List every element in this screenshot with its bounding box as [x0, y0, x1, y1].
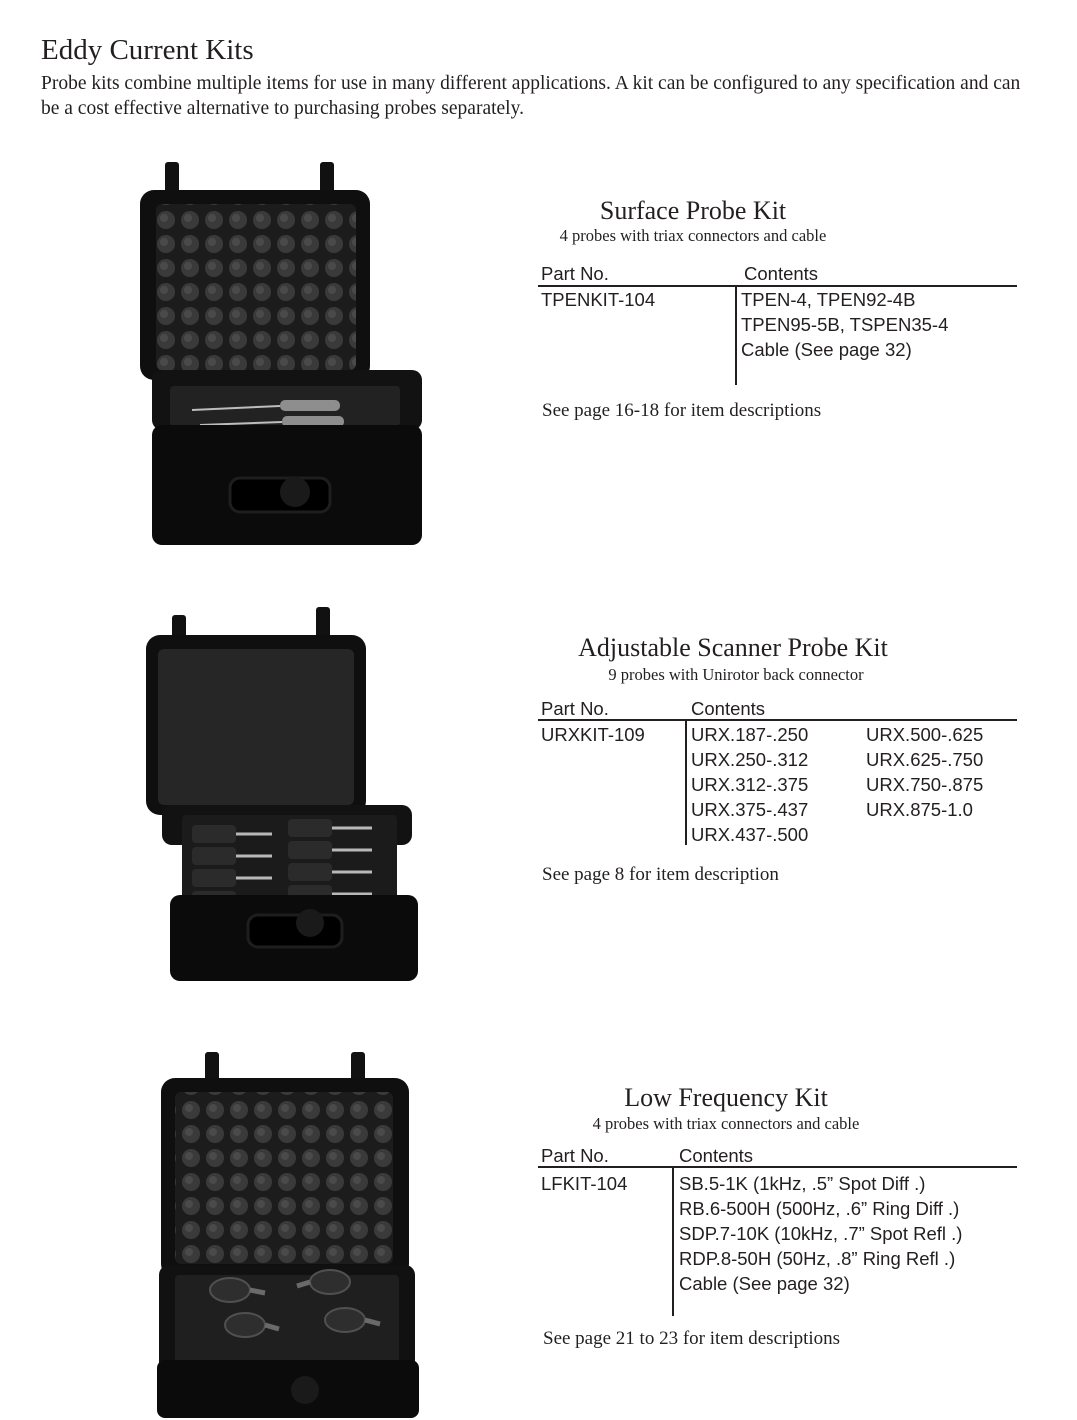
- scanner-table-divider: [685, 719, 687, 845]
- surface-part-no: TPENKIT-104: [541, 289, 656, 310]
- list-item: RDP.8-50H (50Hz, .8” Ring Refl .): [679, 1248, 956, 1269]
- list-item: RB.6-500H (500Hz, .6” Ring Diff .): [679, 1198, 960, 1219]
- low-frequency-kit-title: Low Frequency Kit: [624, 1083, 828, 1112]
- scanner-see-note: See page 8 for item description: [542, 864, 779, 885]
- surface-see-note: See page 16-18 for item descriptions: [542, 400, 822, 421]
- list-item: URX.500-.625: [866, 724, 984, 745]
- list-item: URX.875-1.0: [866, 799, 973, 820]
- page-title: Eddy Current Kits: [41, 34, 254, 66]
- list-item: URX.375-.437: [691, 799, 809, 820]
- list-item: SB.5-1K (1kHz, .5” Spot Diff .): [679, 1173, 926, 1194]
- list-item: URX.250-.312: [691, 749, 809, 770]
- surface-part-no-header: Part No.: [541, 263, 609, 284]
- low-frequency-table-rule: [538, 1166, 1017, 1168]
- surface-kit-subtitle: 4 probes with triax connectors and cable: [559, 226, 827, 245]
- list-item: Cable (See page 32): [679, 1273, 850, 1294]
- list-item: TPEN-4, TPEN92-4B: [741, 289, 916, 310]
- scanner-contents-header: Contents: [691, 698, 766, 719]
- scanner-part-no: URXKIT-109: [541, 724, 645, 745]
- list-item: URX.312-.375: [691, 774, 809, 795]
- surface-contents-header: Contents: [744, 263, 819, 284]
- list-item: TPEN95-5B, TSPEN35-4: [741, 314, 949, 335]
- scanner-contents-col2: [866, 722, 983, 822]
- scanner-part-no-header: Part No.: [541, 698, 609, 719]
- scanner-kit-subtitle: 9 probes with Unirotor back connector: [608, 665, 864, 684]
- low-frequency-part-no: LFKIT-104: [541, 1173, 628, 1194]
- surface-probe-kit-case-image: [130, 160, 430, 550]
- scanner-probe-kit-case-image: [140, 605, 440, 985]
- surface-kit-title: Surface Probe Kit: [599, 196, 787, 225]
- low-frequency-contents-list: [679, 1171, 962, 1296]
- low-frequency-part-no-header: Part No.: [541, 1145, 609, 1166]
- list-item: URX.187-.250: [691, 724, 809, 745]
- low-frequency-table-divider: [672, 1166, 674, 1316]
- low-frequency-kit-case-image: [155, 1050, 425, 1420]
- low-frequency-contents-header: Contents: [679, 1145, 754, 1166]
- scanner-table-rule: [538, 719, 1017, 721]
- list-item: Cable (See page 32): [741, 339, 912, 360]
- scanner-kit-title: Adjustable Scanner Probe Kit: [578, 633, 888, 662]
- list-item: URX.625-.750: [866, 749, 984, 770]
- scanner-contents-col1: [691, 722, 808, 847]
- list-item: URX.750-.875: [866, 774, 984, 795]
- list-item: URX.437-.500: [691, 824, 809, 845]
- surface-contents-list: [741, 287, 948, 362]
- intro-paragraph: Probe kits combine multiple items for use in many different applications. A kit can be configured to any specification and can be a cost effective alternative to purchasing probes separately.: [41, 73, 1021, 119]
- low-frequency-see-note: See page 21 to 23 for item descriptions: [543, 1328, 841, 1349]
- surface-table-divider: [735, 285, 737, 385]
- list-item: SDP.7-10K (10kHz, .7” Spot Refl .): [679, 1223, 963, 1244]
- low-frequency-kit-subtitle: 4 probes with triax connectors and cable: [592, 1114, 860, 1133]
